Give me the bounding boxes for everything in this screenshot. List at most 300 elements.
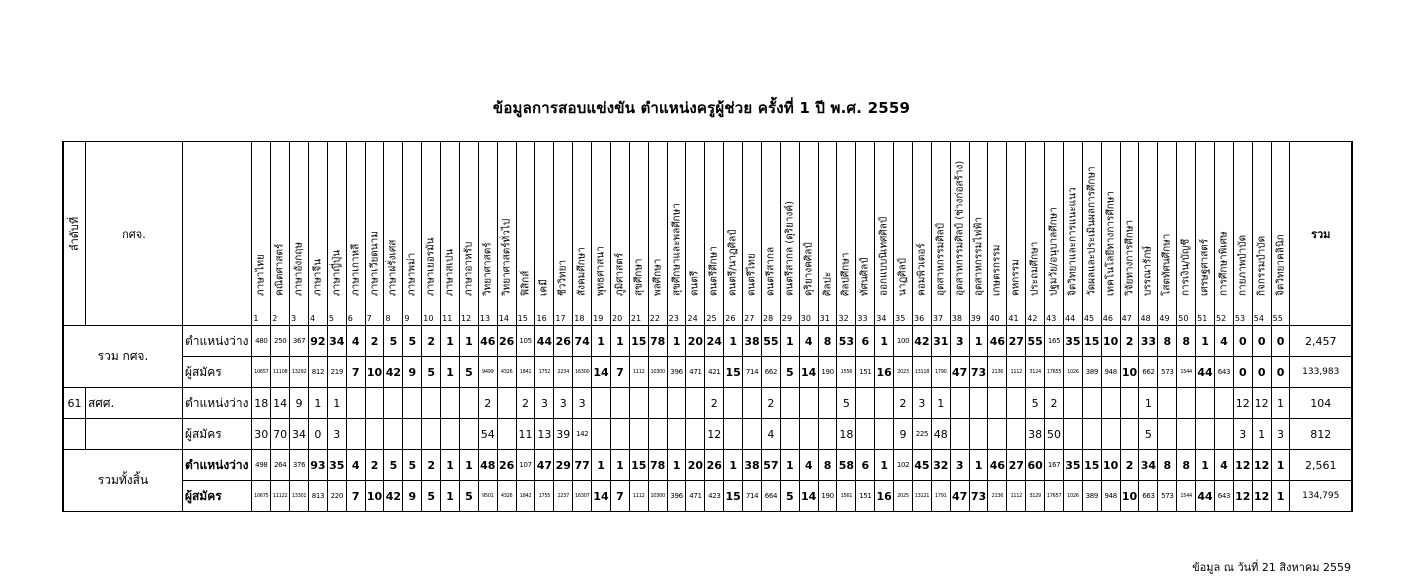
subject-number: 20 <box>611 314 623 323</box>
value-cell <box>1007 419 1026 450</box>
value-cell: 13121 <box>912 481 931 512</box>
value-cell: 46 <box>478 326 497 357</box>
value-cell <box>365 388 384 419</box>
value-cell: 1 <box>875 450 894 481</box>
value-cell: 11 <box>516 419 535 450</box>
value-cell: 42 <box>384 357 403 388</box>
value-cell: 7 <box>346 357 365 388</box>
value-cell: 948 <box>1101 481 1120 512</box>
value-cell <box>592 388 611 419</box>
table-row <box>63 481 1352 512</box>
value-cell: 20 <box>686 326 705 357</box>
header-subject <box>592 142 611 326</box>
subject-name: สังคมศึกษา <box>576 247 588 296</box>
value-cell: 60 <box>1026 450 1045 481</box>
value-cell: 33 <box>1139 326 1158 357</box>
value-cell: 17657 <box>1045 481 1064 512</box>
subject-number: 1 <box>253 314 259 323</box>
header-subject <box>1045 142 1064 326</box>
value-cell: 13118 <box>912 357 931 388</box>
value-cell <box>799 419 818 450</box>
value-cell: 18 <box>837 419 856 450</box>
value-cell: 15 <box>724 357 743 388</box>
subject-name: กิจกรรมบำบัด <box>1256 235 1268 296</box>
value-cell <box>1007 388 1026 419</box>
subject-number: 22 <box>649 314 660 323</box>
value-cell: 662 <box>761 357 780 388</box>
value-cell: 102 <box>894 450 913 481</box>
value-cell: 0 <box>1271 326 1290 357</box>
value-cell: 47 <box>950 481 969 512</box>
subject-number: 33 <box>857 314 868 323</box>
subject-number: 54 <box>1253 314 1264 323</box>
row-type-label: ผู้สมัคร <box>182 419 251 450</box>
header-subject <box>441 142 460 326</box>
value-cell: 3 <box>573 388 592 419</box>
header-subject <box>327 142 346 326</box>
value-cell: 812 <box>308 357 327 388</box>
value-cell: 9 <box>290 388 309 419</box>
value-cell: 664 <box>761 481 780 512</box>
value-cell: 1842 <box>516 481 535 512</box>
value-cell: 12 <box>1233 450 1252 481</box>
value-cell: 9501 <box>478 481 497 512</box>
value-cell: 376 <box>290 450 309 481</box>
subject-number: 4 <box>309 314 316 323</box>
value-cell: 10 <box>1101 450 1120 481</box>
value-cell: 10300 <box>648 481 667 512</box>
value-cell: 9 <box>403 357 422 388</box>
value-cell: 10 <box>1101 326 1120 357</box>
value-cell: 4326 <box>497 357 516 388</box>
value-cell: 74 <box>573 326 592 357</box>
group-label: รวมทั้งสิ้น <box>63 450 182 512</box>
value-cell <box>422 388 441 419</box>
subject-name: พลศึกษา <box>652 258 664 296</box>
value-cell: 220 <box>327 481 346 512</box>
value-cell: 2 <box>422 326 441 357</box>
subject-name: คอมพิวเตอร์ <box>916 243 928 296</box>
value-cell: 35 <box>1063 326 1082 357</box>
header-subject <box>780 142 799 326</box>
value-cell: 1 <box>667 326 686 357</box>
value-cell: 57 <box>761 450 780 481</box>
value-cell <box>780 419 799 450</box>
value-cell: 2 <box>365 326 384 357</box>
value-cell: 16307 <box>573 481 592 512</box>
value-cell: 2136 <box>988 357 1007 388</box>
subject-name: เคมี <box>538 279 550 296</box>
subject-number: 23 <box>668 314 679 323</box>
value-cell <box>497 388 516 419</box>
value-cell: 3 <box>950 326 969 357</box>
header-subject <box>1120 142 1139 326</box>
value-cell: 1 <box>441 357 460 388</box>
subject-number: 16 <box>536 314 547 323</box>
value-cell: 13 <box>535 419 554 450</box>
value-cell <box>988 388 1007 419</box>
value-cell <box>724 388 743 419</box>
header-subject <box>724 142 743 326</box>
subject-name: ภาษาพม่า <box>406 252 418 296</box>
header-no-label: ลำดับที่ <box>68 216 82 251</box>
value-cell: 5 <box>459 481 478 512</box>
value-cell: 12 <box>1252 388 1271 419</box>
row-total: 2,561 <box>1290 450 1352 481</box>
value-cell: 0 <box>308 419 327 450</box>
value-cell: 1544 <box>1177 481 1196 512</box>
value-cell <box>403 419 422 450</box>
value-cell <box>1177 419 1196 450</box>
header-subject <box>422 142 441 326</box>
header-subject <box>931 142 950 326</box>
value-cell: 2237 <box>554 481 573 512</box>
value-cell: 396 <box>667 357 686 388</box>
value-cell: 2 <box>1045 388 1064 419</box>
header-subject <box>1158 142 1177 326</box>
value-cell: 2136 <box>988 481 1007 512</box>
value-cell: 573 <box>1158 481 1177 512</box>
value-cell: 9 <box>894 419 913 450</box>
subject-number: 26 <box>725 314 736 323</box>
value-cell: 480 <box>252 326 271 357</box>
value-cell: 948 <box>1101 357 1120 388</box>
value-cell: 39 <box>554 419 573 450</box>
value-cell: 5 <box>459 357 478 388</box>
subject-name: ภูมิศาสตร์ <box>614 252 626 296</box>
value-cell: 4 <box>346 450 365 481</box>
value-cell: 12 <box>705 419 724 450</box>
value-cell <box>629 388 648 419</box>
value-cell: 5 <box>1026 388 1045 419</box>
subject-name: ศิลปะ <box>822 271 834 296</box>
value-cell: 15 <box>1082 450 1101 481</box>
value-cell: 1561 <box>837 481 856 512</box>
table-row <box>63 326 1352 357</box>
header-subject <box>1196 142 1215 326</box>
header-subject <box>761 142 780 326</box>
value-cell: 14 <box>592 357 611 388</box>
subject-number: 17 <box>555 314 566 323</box>
value-cell <box>365 419 384 450</box>
subject-number: 29 <box>781 314 793 323</box>
header-subject <box>308 142 327 326</box>
value-cell: 42 <box>912 326 931 357</box>
subject-number: 31 <box>819 314 830 323</box>
value-cell: 4326 <box>497 481 516 512</box>
value-cell: 14 <box>799 481 818 512</box>
value-cell <box>686 388 705 419</box>
header-subject <box>554 142 573 326</box>
value-cell: 4 <box>346 326 365 357</box>
value-cell <box>459 419 478 450</box>
subject-name: ภาษาอาหรับ <box>463 241 475 296</box>
value-cell: 3 <box>912 388 931 419</box>
subject-number: 19 <box>593 314 604 323</box>
value-cell: 35 <box>327 450 346 481</box>
value-cell: 471 <box>686 481 705 512</box>
subject-name: การเงิน/บัญชี <box>1180 238 1192 296</box>
table-row <box>63 419 1352 450</box>
row-number: 61 <box>63 388 85 419</box>
subject-number: 51 <box>1197 314 1208 323</box>
value-cell: 5 <box>403 326 422 357</box>
header-subject <box>667 142 686 326</box>
value-cell: 73 <box>969 481 988 512</box>
value-cell <box>724 419 743 450</box>
subject-number: 6 <box>347 314 353 323</box>
value-cell: 1 <box>441 326 460 357</box>
value-cell: 662 <box>1139 357 1158 388</box>
value-cell: 10657 <box>252 357 271 388</box>
value-cell: 250 <box>271 326 290 357</box>
subject-number: 34 <box>876 314 887 323</box>
subject-name: ภาษาสเปน <box>444 248 456 296</box>
value-cell <box>875 419 894 450</box>
value-cell: 663 <box>1139 481 1158 512</box>
value-cell <box>856 388 875 419</box>
header-subject <box>573 142 592 326</box>
date-note: ข้อมูล ณ วันที่ 21 สิงหาคม 2559 <box>1192 561 1351 574</box>
row-type-label: ตำแหน่งว่าง <box>182 388 251 419</box>
value-cell: 14 <box>592 481 611 512</box>
value-cell: 55 <box>761 326 780 357</box>
subject-number: 10 <box>423 314 434 323</box>
subject-name: ออกแบบนิเทศศิลป์ <box>878 216 890 296</box>
value-cell: 2 <box>365 450 384 481</box>
value-cell: 1 <box>1271 481 1290 512</box>
value-cell: 27 <box>1007 326 1026 357</box>
value-cell <box>610 388 629 419</box>
header-subject <box>1177 142 1196 326</box>
value-cell: 813 <box>308 481 327 512</box>
subject-number: 47 <box>1121 314 1132 323</box>
value-cell: 4 <box>799 326 818 357</box>
subject-name: ภาษาอังกฤษ <box>293 241 305 296</box>
subject-name: โสตทัศนศึกษา <box>1161 233 1173 296</box>
value-cell <box>1063 419 1082 450</box>
value-cell: 12 <box>1233 481 1252 512</box>
value-cell: 1 <box>610 450 629 481</box>
value-cell: 421 <box>705 357 724 388</box>
value-cell: 27 <box>1007 450 1026 481</box>
value-cell: 5 <box>384 450 403 481</box>
value-cell: 11122 <box>271 481 290 512</box>
value-cell: 15 <box>724 481 743 512</box>
subject-number: 44 <box>1064 314 1076 323</box>
value-cell <box>950 388 969 419</box>
value-cell: 3 <box>535 388 554 419</box>
value-cell: 1791 <box>931 481 950 512</box>
value-cell: 3 <box>950 450 969 481</box>
subject-number: 13 <box>479 314 491 323</box>
value-cell: 1112 <box>629 481 648 512</box>
subject-name: ดนตรีไทย <box>746 253 758 296</box>
value-cell: 10 <box>1120 357 1139 388</box>
value-cell <box>1177 388 1196 419</box>
value-cell: 54 <box>478 419 497 450</box>
value-cell: 1 <box>592 450 611 481</box>
row-type-label: ผู้สมัคร <box>182 481 251 512</box>
header-subject <box>516 142 535 326</box>
value-cell: 2 <box>894 388 913 419</box>
value-cell: 714 <box>743 357 762 388</box>
value-cell: 9499 <box>478 357 497 388</box>
value-cell <box>648 388 667 419</box>
header-subject <box>856 142 875 326</box>
value-cell: 4 <box>1214 326 1233 357</box>
value-cell: 14 <box>799 357 818 388</box>
value-cell: 8 <box>818 450 837 481</box>
value-cell <box>1101 419 1120 450</box>
value-cell <box>1101 388 1120 419</box>
header-subject <box>497 142 516 326</box>
value-cell: 167 <box>1045 450 1064 481</box>
value-cell: 26 <box>497 450 516 481</box>
subject-number: 21 <box>630 314 642 323</box>
value-cell: 3129 <box>1026 481 1045 512</box>
table-row <box>63 357 1352 388</box>
value-cell: 12 <box>1233 388 1252 419</box>
value-cell: 32 <box>931 450 950 481</box>
value-cell: 2 <box>1120 450 1139 481</box>
page-title: ข้อมูลการสอบแข่งขัน ตำแหน่งครูผู้ช่วย ครั้งที่ 1 ปี พ.ศ. 2559 <box>492 99 911 117</box>
value-cell: 18 <box>252 388 271 419</box>
value-cell: 1 <box>1252 419 1271 450</box>
subject-name: สุขศึกษา <box>633 258 645 296</box>
value-cell: 4 <box>1214 450 1233 481</box>
header-subject <box>346 142 365 326</box>
value-cell: 1026 <box>1063 357 1082 388</box>
value-cell: 1 <box>1196 450 1215 481</box>
value-cell: 165 <box>1045 326 1064 357</box>
value-cell: 35 <box>1063 450 1082 481</box>
subject-name: ฟิสิกส์ <box>520 270 532 296</box>
subject-name: อุตสาหกรรมไฟฟ้า <box>973 216 985 296</box>
header-subject <box>252 142 271 326</box>
value-cell <box>799 388 818 419</box>
value-cell <box>1196 419 1215 450</box>
subject-name: ภาษาเกาหลี <box>350 243 362 296</box>
subject-number: 25 <box>706 314 717 323</box>
value-cell <box>818 388 837 419</box>
value-cell: 1 <box>308 388 327 419</box>
value-cell: 190 <box>818 357 837 388</box>
value-cell: 53 <box>837 326 856 357</box>
subject-name: ภาษาเวียดนาม <box>369 231 381 296</box>
value-cell <box>1082 419 1101 450</box>
value-cell <box>856 419 875 450</box>
value-cell: 24 <box>705 326 724 357</box>
value-cell: 4 <box>799 450 818 481</box>
value-cell: 34 <box>327 326 346 357</box>
value-cell: 498 <box>252 450 271 481</box>
value-cell <box>629 419 648 450</box>
header-subject <box>705 142 724 326</box>
value-cell: 78 <box>648 326 667 357</box>
value-cell: 1 <box>592 326 611 357</box>
row-total: 812 <box>1290 419 1352 450</box>
value-cell: 44 <box>535 326 554 357</box>
value-cell: 100 <box>894 326 913 357</box>
value-cell: 34 <box>1139 450 1158 481</box>
value-cell: 142 <box>573 419 592 450</box>
value-cell: 1 <box>1196 326 1215 357</box>
value-cell: 46 <box>988 450 1007 481</box>
value-cell: 714 <box>743 481 762 512</box>
row-type-label: ตำแหน่งว่าง <box>182 326 251 357</box>
value-cell <box>346 419 365 450</box>
value-cell <box>592 419 611 450</box>
value-cell: 26 <box>705 450 724 481</box>
subject-name: ดุริยางคศิลป์ <box>803 242 815 296</box>
value-cell: 10 <box>365 481 384 512</box>
value-cell <box>1214 388 1233 419</box>
value-cell: 1 <box>610 326 629 357</box>
value-cell <box>780 388 799 419</box>
value-cell: 1112 <box>1007 357 1026 388</box>
value-cell <box>1214 419 1233 450</box>
value-cell: 16 <box>875 481 894 512</box>
value-cell: 6 <box>856 450 875 481</box>
subject-number: 49 <box>1159 314 1170 323</box>
header-row-type <box>182 142 251 326</box>
value-cell: 7 <box>610 357 629 388</box>
value-cell: 10 <box>1120 481 1139 512</box>
subject-number: 27 <box>744 314 755 323</box>
value-cell: 1112 <box>629 357 648 388</box>
subject-name: ภาษาเยอรมัน <box>425 237 437 296</box>
value-cell: 2 <box>1120 326 1139 357</box>
value-cell <box>610 419 629 450</box>
value-cell: 573 <box>1158 357 1177 388</box>
subject-number: 46 <box>1102 314 1113 323</box>
value-cell: 9 <box>403 481 422 512</box>
header-subject <box>988 142 1007 326</box>
value-cell: 47 <box>950 357 969 388</box>
value-cell: 77 <box>573 450 592 481</box>
row-type-label: ผู้สมัคร <box>182 357 251 388</box>
value-cell: 7 <box>610 481 629 512</box>
value-cell <box>1158 419 1177 450</box>
header-subject <box>912 142 931 326</box>
value-cell: 55 <box>1026 326 1045 357</box>
table-header-row <box>63 142 1352 326</box>
table-row <box>63 450 1352 481</box>
value-cell: 1 <box>724 326 743 357</box>
value-cell: 46 <box>988 326 1007 357</box>
value-cell: 1 <box>441 481 460 512</box>
header-total: รวม <box>1290 142 1352 326</box>
value-cell: 15 <box>629 326 648 357</box>
subject-number: 38 <box>951 314 962 323</box>
subject-name: คณิตศาสตร์ <box>274 243 286 296</box>
value-cell: 5 <box>403 450 422 481</box>
value-cell: 10 <box>365 357 384 388</box>
value-cell: 2234 <box>554 357 573 388</box>
value-cell: 44 <box>1196 481 1215 512</box>
value-cell: 50 <box>1045 419 1064 450</box>
value-cell: 3 <box>554 388 573 419</box>
subject-name: พุทธศาสนา <box>595 246 607 296</box>
header-subject <box>1082 142 1101 326</box>
value-cell: 1 <box>780 326 799 357</box>
value-cell <box>950 419 969 450</box>
subject-name: ชีววิทยา <box>557 259 569 296</box>
header-subject <box>629 142 648 326</box>
subject-number: 39 <box>970 314 981 323</box>
value-cell: 5 <box>1139 419 1158 450</box>
